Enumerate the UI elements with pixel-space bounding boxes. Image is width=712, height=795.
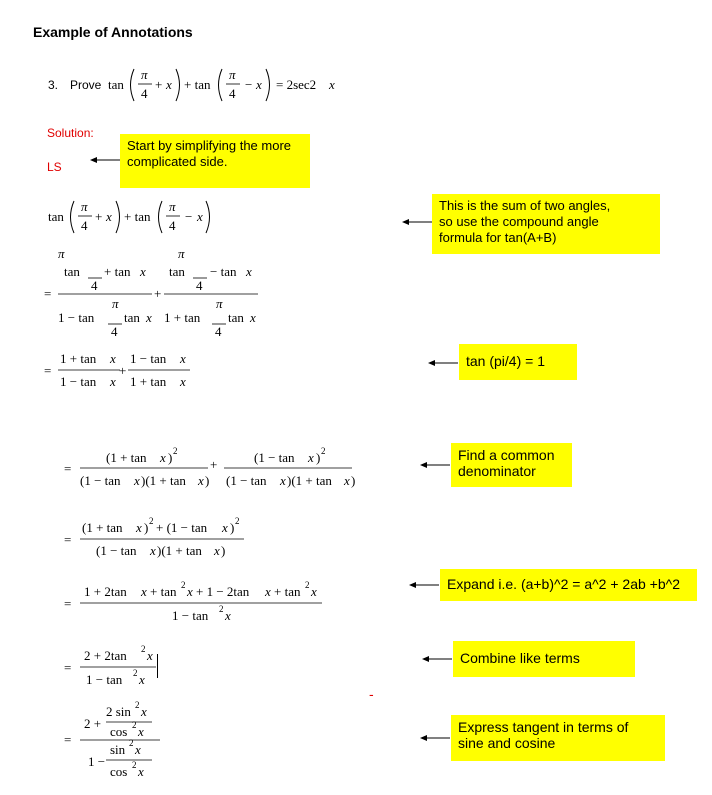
svg-text:+ tan: + tan xyxy=(184,77,211,92)
svg-text:(1 − tan: (1 − tan xyxy=(96,543,137,558)
annotation-line: Start by simplifying the more xyxy=(127,138,292,153)
svg-text:): ) xyxy=(316,450,321,465)
annotation-line: Find a common xyxy=(458,447,555,463)
svg-text:4: 4 xyxy=(81,218,88,233)
svg-text:+ (1 − tan: + (1 − tan xyxy=(156,520,208,535)
svg-text:π: π xyxy=(112,296,119,311)
svg-text:2 + 2tan: 2 + 2tan xyxy=(84,648,127,663)
text-cursor xyxy=(157,654,158,678)
arrow-icon xyxy=(409,580,441,590)
svg-text:): ) xyxy=(205,473,210,488)
svg-text:x: x xyxy=(265,584,271,599)
svg-text:cos: cos xyxy=(110,724,128,739)
problem-number: 3. xyxy=(48,78,59,92)
solution-label: Solution: xyxy=(47,126,94,140)
svg-text:)(1 + tan: )(1 + tan xyxy=(141,473,186,488)
svg-text:+: + xyxy=(119,363,127,378)
annotation-line: This is the sum of two angles, xyxy=(439,198,611,213)
svg-text:2: 2 xyxy=(132,720,137,730)
svg-text:x: x xyxy=(280,473,286,488)
svg-text:1 + tan: 1 + tan xyxy=(130,374,167,389)
svg-text:(1 − tan: (1 − tan xyxy=(80,473,121,488)
svg-text:+ tan: + tan xyxy=(124,209,151,224)
stray-mark: - xyxy=(369,686,374,702)
problem-equation xyxy=(100,62,360,108)
svg-text:=: = xyxy=(64,461,72,476)
svg-text:2 sin: 2 sin xyxy=(106,704,131,719)
svg-text:x: x xyxy=(147,648,153,663)
svg-text:=: = xyxy=(64,732,72,747)
svg-text:+: + xyxy=(155,77,163,92)
arrow-icon xyxy=(420,733,452,743)
svg-text:1 + tan: 1 + tan xyxy=(60,351,97,366)
annotation-tan-pi-4 xyxy=(459,344,577,380)
svg-text:x: x xyxy=(136,520,142,535)
svg-text:)(1 + tan: )(1 + tan xyxy=(157,543,202,558)
svg-text:x: x xyxy=(141,584,147,599)
step-text xyxy=(0,0,1,1)
svg-text:x: x xyxy=(106,209,112,224)
svg-text:π: π xyxy=(216,296,223,311)
svg-text:(1 + tan: (1 + tan xyxy=(106,450,147,465)
svg-text:x: x xyxy=(180,351,186,366)
svg-text:2: 2 xyxy=(219,604,224,614)
svg-text:1 −: 1 − xyxy=(88,754,106,769)
svg-text:x: x xyxy=(141,704,147,719)
svg-text:x: x xyxy=(140,264,146,279)
svg-text:π: π xyxy=(229,67,236,82)
solution-step-5 xyxy=(60,576,340,626)
solution-step-1 xyxy=(44,248,274,344)
svg-text:−: − xyxy=(185,209,193,224)
svg-text:x: x xyxy=(150,543,156,558)
arrow-icon xyxy=(420,460,452,470)
svg-text:x: x xyxy=(110,351,116,366)
solution-step-4 xyxy=(60,510,260,568)
svg-text:): ) xyxy=(221,543,226,558)
svg-text:2 +: 2 + xyxy=(84,716,102,731)
svg-text:tan: tan xyxy=(48,209,64,224)
svg-text:2: 2 xyxy=(132,760,137,770)
svg-text:(1 − tan: (1 − tan xyxy=(226,473,267,488)
svg-text:x: x xyxy=(139,672,145,687)
svg-text:x: x xyxy=(187,584,193,599)
svg-text:cos: cos xyxy=(110,764,128,779)
svg-text:x: x xyxy=(344,473,350,488)
annotation-line: complicated side. xyxy=(127,154,228,169)
svg-text:2: 2 xyxy=(173,446,178,456)
svg-text:x: x xyxy=(311,584,317,599)
svg-text:): ) xyxy=(144,520,149,535)
svg-text:+ tan: + tan xyxy=(150,584,177,599)
annotation-start xyxy=(120,134,310,188)
svg-text:2: 2 xyxy=(135,700,140,710)
svg-text:− tan: − tan xyxy=(210,264,237,279)
svg-text:=: = xyxy=(44,286,52,301)
svg-text:): ) xyxy=(230,520,235,535)
annotation-line: formula for tan(A+B) xyxy=(439,230,557,245)
svg-text:=: = xyxy=(64,660,72,675)
svg-text:): ) xyxy=(351,473,356,488)
svg-text:2: 2 xyxy=(141,644,146,654)
svg-text:1 − tan: 1 − tan xyxy=(172,608,209,623)
svg-text:x: x xyxy=(180,374,186,389)
svg-text:1 + 2tan: 1 + 2tan xyxy=(84,584,127,599)
annotation-line: sine and cosine xyxy=(458,735,556,751)
svg-text:)(1 + tan: )(1 + tan xyxy=(287,473,332,488)
svg-text:2: 2 xyxy=(133,668,138,678)
svg-text:+ tan: + tan xyxy=(104,264,131,279)
svg-text:+ 1 − 2tan: + 1 − 2tan xyxy=(196,584,250,599)
annotation-compound-angle xyxy=(432,194,660,254)
annotation-common-denominator xyxy=(451,443,572,487)
solution-step-0 xyxy=(44,195,234,241)
annotation-line: Combine like terms xyxy=(460,650,580,666)
svg-text:x: x xyxy=(166,77,172,92)
arrow-icon xyxy=(402,217,434,227)
solution-step-2 xyxy=(44,348,204,396)
svg-text:1 − tan: 1 − tan xyxy=(130,351,167,366)
annotation-line: denominator xyxy=(458,463,536,479)
svg-text:x: x xyxy=(222,520,228,535)
svg-text:+: + xyxy=(95,209,103,224)
svg-text:x: x xyxy=(138,764,144,779)
svg-text:x: x xyxy=(246,264,252,279)
svg-text:(1 + tan: (1 + tan xyxy=(82,520,123,535)
svg-text:x: x xyxy=(308,450,314,465)
annotation-line: Expand i.e. (a+b)^2 = a^2 + 2ab +b^2 xyxy=(447,576,680,592)
page-title: Example of Annotations xyxy=(33,24,193,40)
solution-step-3 xyxy=(60,436,360,494)
svg-text:sin: sin xyxy=(110,742,126,757)
svg-text:2: 2 xyxy=(129,738,134,748)
svg-text:4: 4 xyxy=(196,278,203,293)
svg-text:x: x xyxy=(146,310,152,325)
solution-step-7 xyxy=(60,700,180,790)
svg-text:2: 2 xyxy=(181,580,186,590)
svg-text:4: 4 xyxy=(169,218,176,233)
annotation-sine-cosine xyxy=(451,715,665,761)
svg-text:tan: tan xyxy=(64,264,80,279)
arrow-icon xyxy=(428,358,460,368)
svg-text:x: x xyxy=(329,77,335,92)
solution-step-6 xyxy=(60,640,170,690)
svg-text:π: π xyxy=(141,67,148,82)
svg-text:): ) xyxy=(168,450,173,465)
svg-text:x: x xyxy=(160,450,166,465)
annotation-line: Express tangent in terms of xyxy=(458,719,629,735)
svg-text:1 − tan: 1 − tan xyxy=(58,310,95,325)
svg-text:x: x xyxy=(198,473,204,488)
svg-text:x: x xyxy=(225,608,231,623)
annotation-combine-like-terms xyxy=(453,641,635,677)
left-side-label: LS xyxy=(47,160,62,174)
svg-text:tan: tan xyxy=(169,264,185,279)
svg-text:+: + xyxy=(210,457,218,472)
svg-text:+ tan: + tan xyxy=(274,584,301,599)
svg-text:x: x xyxy=(110,374,116,389)
svg-text:π: π xyxy=(169,199,176,214)
svg-text:tan: tan xyxy=(124,310,140,325)
svg-text:x: x xyxy=(138,724,144,739)
svg-text:x: x xyxy=(135,742,141,757)
svg-text:=: = xyxy=(64,532,72,547)
svg-text:2: 2 xyxy=(305,580,310,590)
svg-text:(1 − tan: (1 − tan xyxy=(254,450,295,465)
svg-text:4: 4 xyxy=(91,278,98,293)
svg-text:4: 4 xyxy=(111,324,118,339)
problem-prove-word: Prove xyxy=(70,78,102,92)
annotation-line: so use the compound angle xyxy=(439,214,599,229)
arrow-icon xyxy=(422,654,454,664)
svg-text:π: π xyxy=(178,248,185,261)
svg-text:=: = xyxy=(64,596,72,611)
svg-text:π: π xyxy=(81,199,88,214)
annotation-line: tan (pi/4) = 1 xyxy=(466,353,545,369)
svg-text:π: π xyxy=(58,248,65,261)
svg-text:x: x xyxy=(197,209,203,224)
annotation-expand xyxy=(440,569,697,601)
svg-text:tan: tan xyxy=(228,310,244,325)
svg-text:= 2sec2: = 2sec2 xyxy=(276,77,317,92)
svg-text:x: x xyxy=(250,310,256,325)
svg-text:+: + xyxy=(154,286,162,301)
svg-text:−: − xyxy=(245,77,253,92)
svg-text:x: x xyxy=(256,77,262,92)
svg-text:1 − tan: 1 − tan xyxy=(86,672,123,687)
svg-text:tan: tan xyxy=(108,77,124,92)
svg-text:4: 4 xyxy=(229,86,236,101)
svg-text:4: 4 xyxy=(141,86,148,101)
svg-text:2: 2 xyxy=(321,446,326,456)
svg-text:x: x xyxy=(214,543,220,558)
svg-text:2: 2 xyxy=(149,516,154,526)
svg-text:4: 4 xyxy=(215,324,222,339)
arrow-icon xyxy=(90,155,122,165)
svg-text:2: 2 xyxy=(235,516,240,526)
svg-text:x: x xyxy=(134,473,140,488)
svg-text:1 − tan: 1 − tan xyxy=(60,374,97,389)
svg-text:1 + tan: 1 + tan xyxy=(164,310,201,325)
svg-text:=: = xyxy=(44,363,52,378)
